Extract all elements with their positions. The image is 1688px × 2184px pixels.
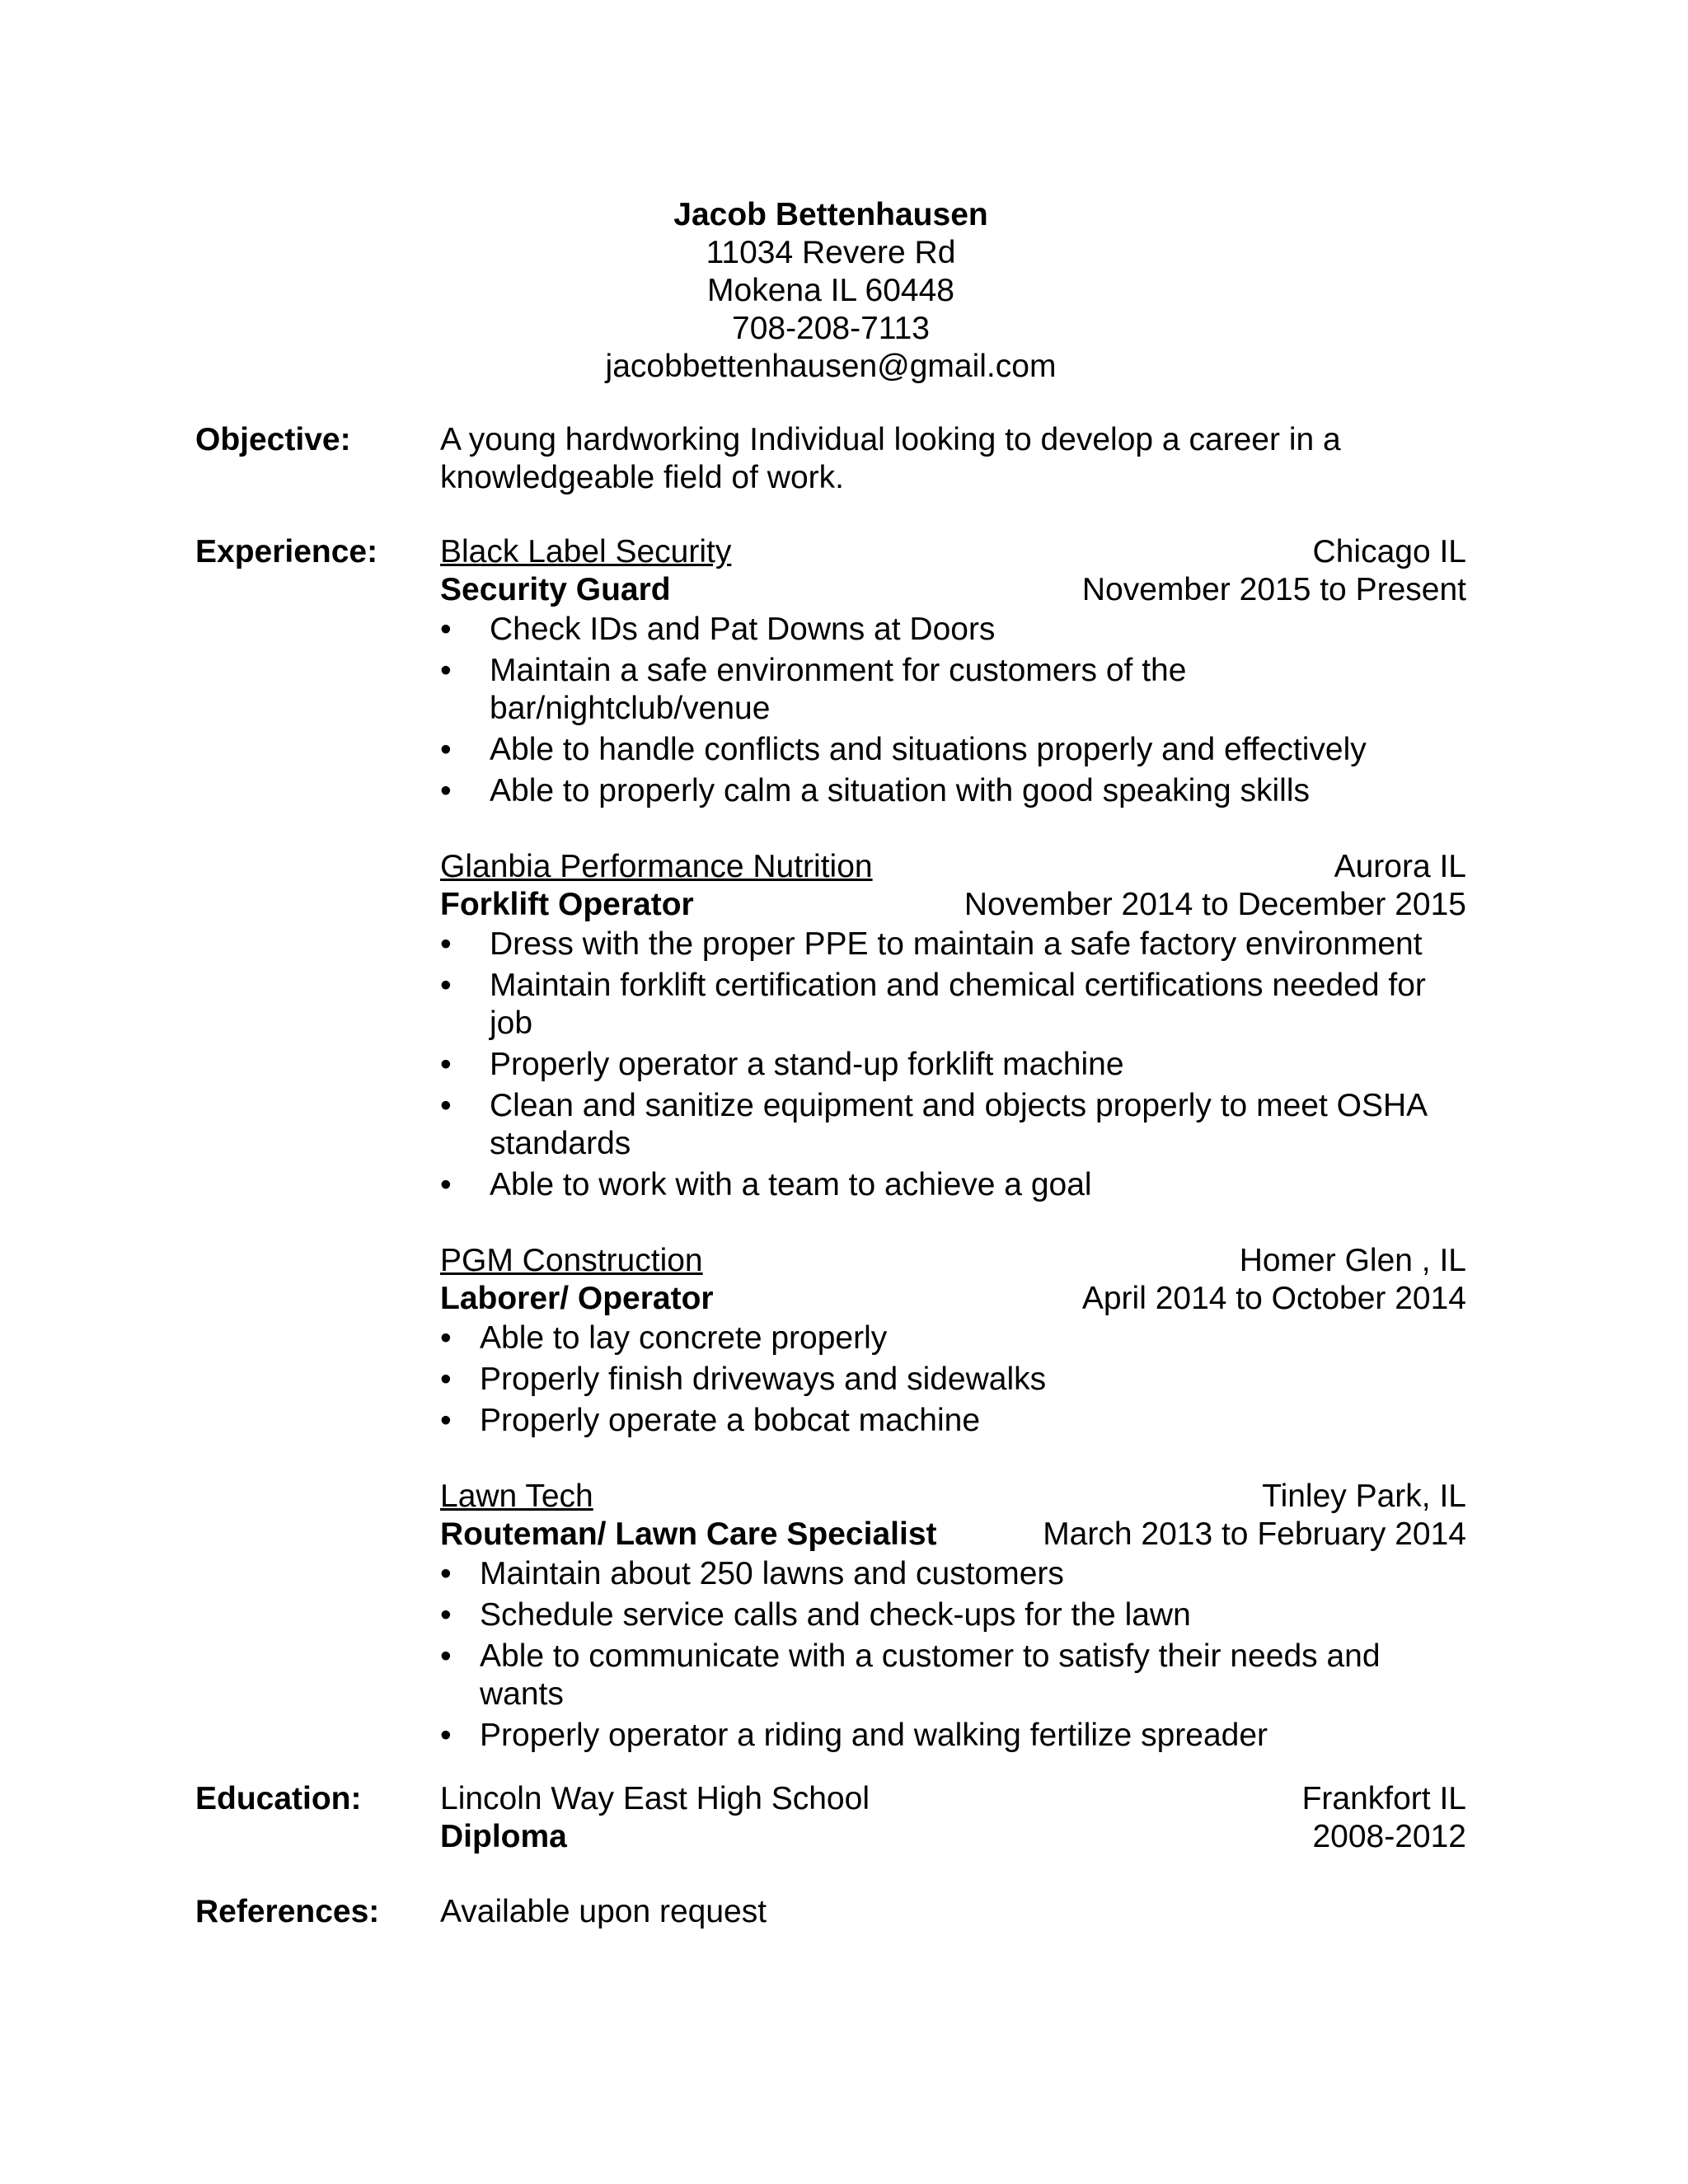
bullet-icon: • (440, 1403, 452, 1438)
bullet-icon: • (440, 732, 452, 767)
job-duties-list (440, 611, 1466, 810)
duty-item (440, 967, 1462, 1043)
job-header-row (440, 533, 1466, 571)
contact-header (0, 196, 1662, 386)
school-location: Frankfort IL (1301, 1781, 1466, 1816)
job-location: Chicago IL (1312, 534, 1466, 569)
education-label: Education: (195, 1781, 362, 1816)
degree-row (440, 1818, 1466, 1856)
job-title: Laborer/ Operator (440, 1281, 714, 1316)
duty-item (440, 1638, 1428, 1713)
duty-item (440, 652, 1256, 728)
education-section (195, 1780, 1466, 1863)
job-location: Aurora IL (1334, 849, 1466, 884)
job-dates: November 2014 to December 2015 (964, 887, 1466, 922)
job-title: Forklift Operator (440, 887, 694, 922)
employer-name: Black Label Security (440, 534, 732, 569)
job-dates: March 2013 to February 2014 (1043, 1516, 1466, 1552)
references-text: Available upon request (440, 1894, 767, 1929)
job-dates: April 2014 to October 2014 (1081, 1281, 1466, 1316)
duty-text: Maintain about 250 lawns and customers (480, 1556, 1064, 1591)
job-title-row (440, 1516, 1466, 1554)
bullet-icon: • (440, 1047, 452, 1082)
email-address: jacobbettenhausen@gmail.com (605, 349, 1057, 384)
employer-name: PGM Construction (440, 1243, 703, 1278)
duty-text: Check IDs and Pat Downs at Doors (490, 612, 996, 647)
education-body (440, 1780, 1466, 1856)
job-header-row (440, 848, 1466, 886)
bullet-icon: • (440, 1638, 452, 1674)
duty-text: Maintain forklift certification and chemical certifications needed for job (490, 968, 1426, 1041)
duty-item (440, 1087, 1462, 1163)
job-duties-list (440, 926, 1466, 1204)
duty-text: Able to work with a team to achieve a goal (490, 1167, 1092, 1202)
experience-section (195, 533, 1466, 1753)
duty-text: Properly finish driveways and sidewalks (480, 1361, 1047, 1397)
duty-text: Able to lay concrete properly (480, 1320, 888, 1356)
applicant-name: Jacob Bettenhausen (673, 197, 988, 232)
duty-text: Clean and sanitize equipment and objects properly to meet OSHA standards (490, 1088, 1426, 1161)
job-duties-list (440, 1555, 1466, 1755)
bullet-icon: • (440, 1556, 452, 1591)
bullet-icon: • (440, 1718, 452, 1753)
duty-item (440, 772, 1466, 810)
job-title: Routeman/ Lawn Care Specialist (440, 1516, 937, 1552)
duty-item (440, 1555, 1466, 1593)
duty-text: Properly operate a bobcat machine (480, 1403, 981, 1438)
objective-text: A young hardworking Individual looking to develop a career in a knowledgeable field of work. (440, 422, 1341, 495)
duty-item (440, 1166, 1466, 1204)
bullet-icon: • (440, 1597, 452, 1633)
duty-item (440, 1596, 1466, 1634)
employer-name: Glanbia Performance Nutrition (440, 849, 873, 884)
bullet-icon: • (440, 1361, 452, 1397)
education-years: 2008-2012 (1312, 1819, 1466, 1854)
objective-label: Objective: (195, 422, 351, 457)
degree-name: Diploma (440, 1819, 567, 1854)
experience-body (440, 533, 1466, 1758)
duty-item (440, 611, 1466, 649)
duty-text: Properly operator a riding and walking fertilize spreader (480, 1718, 1268, 1753)
job-title: Security Guard (440, 572, 671, 607)
duty-item (440, 1402, 1466, 1440)
references-section (195, 1893, 1466, 1934)
job-dates: November 2015 to Present (1081, 572, 1466, 607)
job-duties-list (440, 1319, 1466, 1440)
duty-text: Able to communicate with a customer to satisfy their needs and wants (480, 1638, 1381, 1712)
bullet-icon: • (440, 1167, 452, 1202)
duty-item (440, 1046, 1466, 1084)
duty-item (440, 1717, 1466, 1755)
job-title-row (440, 571, 1466, 609)
bullet-icon: • (440, 612, 452, 647)
references-label: References: (195, 1894, 380, 1929)
duty-text: Able to handle conflicts and situations properly and effectively (490, 732, 1367, 767)
job-location: Homer Glen , IL (1239, 1243, 1466, 1278)
bullet-icon: • (440, 968, 452, 1003)
school-row (440, 1780, 1466, 1818)
duty-item (440, 1319, 1466, 1357)
duty-item (440, 1361, 1466, 1399)
job-header-row (440, 1478, 1466, 1516)
references-body (440, 1893, 1466, 1931)
duty-item (440, 731, 1466, 769)
duty-text: Maintain a safe environment for customers of the bar/nightclub/venue (490, 653, 1187, 726)
job-entry (440, 1242, 1466, 1440)
job-title-row (440, 886, 1466, 924)
bullet-icon: • (440, 1320, 452, 1356)
bullet-icon: • (440, 926, 452, 962)
job-entry (440, 1478, 1466, 1755)
duty-text: Schedule service calls and check-ups for the lawn (480, 1597, 1191, 1633)
experience-label: Experience: (195, 534, 378, 569)
job-entry (440, 848, 1466, 1204)
duty-text: Properly operator a stand-up forklift machine (490, 1047, 1124, 1082)
job-entry (440, 533, 1466, 810)
job-title-row (440, 1280, 1466, 1318)
school-name: Lincoln Way East High School (440, 1781, 870, 1816)
duty-text: Dress with the proper PPE to maintain a safe factory environment (490, 926, 1423, 962)
duty-item (440, 926, 1466, 963)
bullet-icon: • (440, 773, 452, 808)
bullet-icon: • (440, 1088, 452, 1123)
objective-body (440, 421, 1466, 497)
duty-text: Able to properly calm a situation with good speaking skills (490, 773, 1311, 808)
bullet-icon: • (440, 653, 452, 688)
address-line-1: 11034 Revere Rd (706, 235, 956, 270)
employer-name: Lawn Tech (440, 1479, 593, 1514)
objective-section (195, 421, 1466, 504)
address-line-2: Mokena IL 60448 (707, 273, 954, 308)
job-location: Tinley Park, IL (1262, 1479, 1466, 1514)
phone-number: 708-208-7113 (732, 311, 930, 346)
job-header-row (440, 1242, 1466, 1280)
